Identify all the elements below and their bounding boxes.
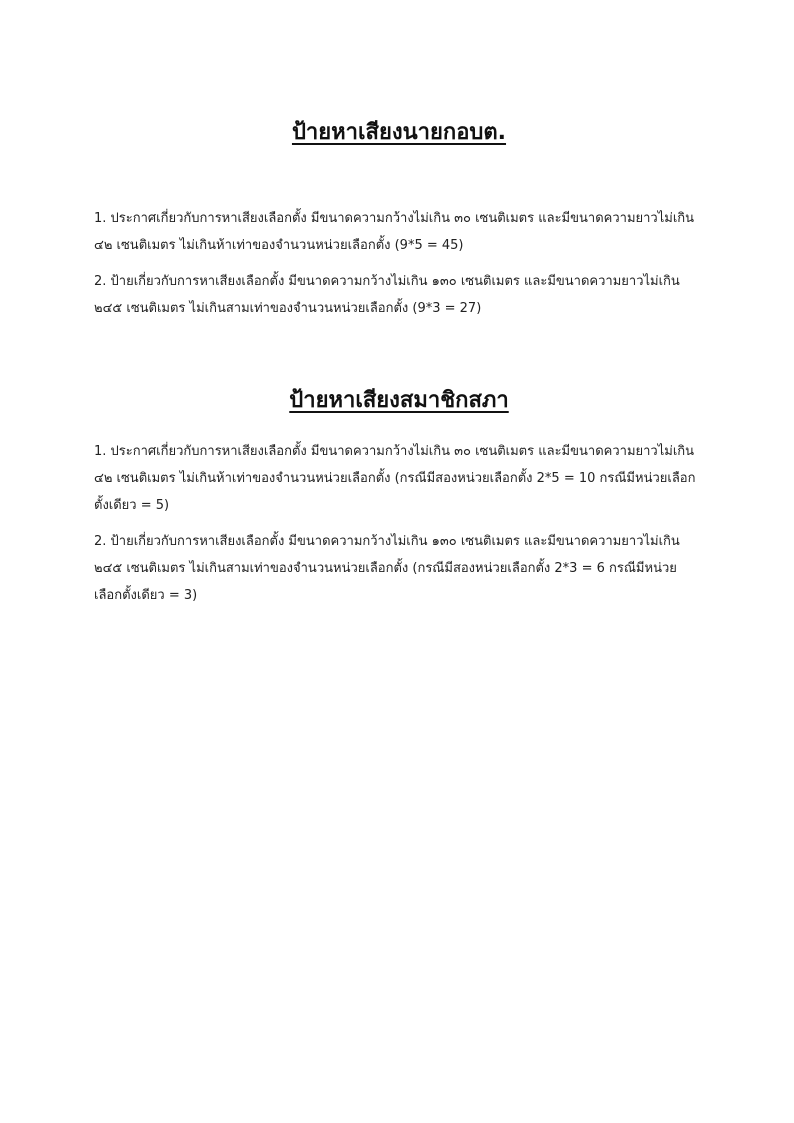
section-heading: ป้ายหาเสียงนายกอบต. [291, 120, 507, 145]
section-council-member-signs [94, 384, 704, 618]
rule-item: 1. ประกาศเกี่ยวกับการหาเสียงเลือกตั้ง มีขนาดความกว้างไม่เกิน ๓๐ เซนติเมตร และมีขนาดความยาวไม่เกิน ๔๒ เซนติเมตร ไม่เกินห้าเท่าของจำนวนหน่วยเลือกตั้ง (กรณีมีสองหน่วยเลือกตั้ง 2*5 = 10 กรณีมีหน่วยเลือกตั้งเดียว = 5) [94, 444, 696, 513]
rule-item: 1. ประกาศเกี่ยวกับการหาเสียงเลือกตั้ง มีขนาดความกว้างไม่เกิน ๓๐ เซนติเมตร และมีขนาดความยาวไม่เกิน ๔๒ เซนติเมตร ไม่เกินห้าเท่าของจำนวนหน่วยเลือกตั้ง (9*5 = 45) [94, 211, 695, 253]
section-heading: ป้ายหาเสียงสมาชิกสภา [289, 388, 509, 413]
rule-item: 2. ป้ายเกี่ยวกับการหาเสียงเลือกตั้ง มีขนาดความกว้างไม่เกิน ๑๓๐ เซนติเมตร และมีขนาดความยาวไม่เกิน ๒๔๕ เซนติเมตร ไม่เกินสามเท่าของจำนวนหน่วยเลือกตั้ง (9*3 = 27) [94, 274, 680, 316]
section-district-chief-signs [94, 116, 704, 331]
rule-item: 2. ป้ายเกี่ยวกับการหาเสียงเลือกตั้ง มีขนาดความกว้างไม่เกิน ๑๓๐ เซนติเมตร และมีขนาดความยาวไม่เกิน ๒๔๕ เซนติเมตร ไม่เกินสามเท่าของจำนวนหน่วยเลือกตั้ง (กรณีมีสองหน่วยเลือกตั้ง 2*3 = 6 กรณีมีหน่วยเลือกตั้งเดียว = 3) [94, 534, 680, 603]
